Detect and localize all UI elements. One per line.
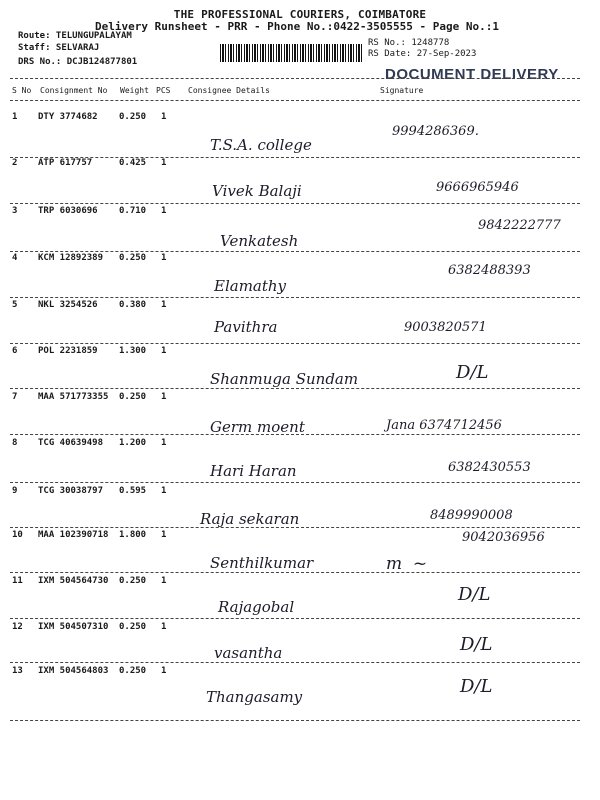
signature-handwriting: 9666965946 — [436, 180, 519, 195]
row-pcs: 1 — [161, 253, 167, 263]
row-sno: 4 — [12, 253, 18, 263]
row-pcs: 1 — [161, 206, 167, 216]
drs-number: DRS No.: DCJB124877801 — [18, 57, 138, 67]
row-weight: 0.250 — [119, 576, 147, 586]
row-weight: 1.200 — [119, 438, 147, 448]
row-weight: 0.380 — [119, 300, 147, 310]
row-divider — [10, 434, 580, 435]
row-pcs: 1 — [161, 112, 167, 122]
table-row — [0, 438, 600, 484]
table-row — [0, 576, 600, 622]
table-row — [0, 206, 600, 252]
consignee-handwriting: Thangasamy — [206, 688, 303, 706]
signature-handwriting: D/L — [460, 634, 493, 655]
row-weight: 0.250 — [119, 666, 147, 676]
column-divider — [10, 100, 580, 101]
row-sno: 12 — [12, 622, 23, 632]
row-consignment: NKL 3254526 — [38, 300, 98, 310]
row-consignment: MAA 102390718 — [38, 530, 109, 540]
row-weight: 0.250 — [119, 392, 147, 402]
row-divider — [10, 482, 580, 483]
row-divider — [10, 662, 580, 663]
column-sno: S No — [12, 86, 32, 95]
row-consignment: DTY 3774682 — [38, 112, 98, 122]
table-row — [0, 112, 600, 158]
signature-handwriting: 9842222777 — [478, 218, 561, 233]
rs-date: RS Date: 27-Sep-2023 — [368, 49, 477, 59]
row-pcs: 1 — [161, 158, 167, 168]
table-row — [0, 253, 600, 299]
row-weight: 0.595 — [119, 486, 147, 496]
consignee-handwriting: Hari Haran — [210, 462, 297, 480]
row-divider — [10, 203, 580, 204]
document-delivery-stamp: DOCUMENT DELIVERY — [385, 66, 559, 83]
row-sno: 6 — [12, 346, 18, 356]
row-weight: 1.300 — [119, 346, 147, 356]
consignee-handwriting: Germ moent — [210, 418, 305, 436]
row-weight: 0.250 — [119, 112, 147, 122]
row-divider — [10, 720, 580, 721]
signature-handwriting: 9994286369. — [392, 124, 479, 139]
row-consignment: POL 2231859 — [38, 346, 98, 356]
row-pcs: 1 — [161, 622, 167, 632]
row-divider — [10, 527, 580, 528]
consignee-handwriting: Vivek Balaji — [212, 182, 302, 200]
row-divider — [10, 572, 580, 573]
runsheet-title: Delivery Runsheet - PRR - Phone No.:0422-3505555 - Page No.:1 — [95, 20, 499, 33]
row-pcs: 1 — [161, 486, 167, 496]
column-weight: Weight — [120, 86, 149, 95]
staff-label: Staff: SELVARAJ — [18, 43, 100, 53]
signature-handwriting: 6382430553 — [448, 460, 531, 475]
signature-mark: m ~ — [386, 554, 428, 574]
row-weight: 1.800 — [119, 530, 147, 540]
row-pcs: 1 — [161, 530, 167, 540]
row-sno: 5 — [12, 300, 18, 310]
row-divider — [10, 251, 580, 252]
table-row — [0, 300, 600, 346]
rs-number: RS No.: 1248778 — [368, 38, 450, 48]
table-row — [0, 530, 600, 576]
row-sno: 1 — [12, 112, 18, 122]
signature-handwriting: D/L — [456, 362, 489, 383]
row-divider — [10, 388, 580, 389]
column-consignment: Consignment No — [40, 86, 108, 95]
row-consignment: KCM 12892389 — [38, 253, 104, 263]
signature-handwriting: Jana 6374712456 — [386, 418, 502, 433]
row-consignment: TCG 40639498 — [38, 438, 104, 448]
row-pcs: 1 — [161, 438, 167, 448]
row-sno: 8 — [12, 438, 18, 448]
signature-handwriting: 6382488393 — [448, 263, 531, 278]
row-divider — [10, 618, 580, 619]
signature-handwriting: 8489990008 — [430, 508, 513, 523]
row-consignment: ATP 617757 — [38, 158, 93, 168]
company-title: THE PROFESSIONAL COURIERS, COIMBATORE — [173, 8, 427, 21]
table-row — [0, 346, 600, 392]
row-pcs: 1 — [161, 300, 167, 310]
row-weight: 0.250 — [119, 253, 147, 263]
consignee-handwriting: Pavithra — [214, 318, 278, 336]
row-weight: 0.250 — [119, 622, 147, 632]
row-divider — [10, 343, 580, 344]
route-label: Route: TELUNGUPALAYAM — [18, 31, 132, 41]
row-consignment: TCG 30038797 — [38, 486, 104, 496]
table-row — [0, 158, 600, 204]
column-signature: Signature — [380, 86, 424, 95]
table-row — [0, 392, 600, 438]
consignee-handwriting: Raja sekaran — [200, 510, 300, 528]
row-sno: 2 — [12, 158, 18, 168]
row-consignment: MAA 571773355 — [38, 392, 109, 402]
row-sno: 9 — [12, 486, 18, 496]
row-sno: 11 — [12, 576, 23, 586]
consignee-handwriting: Venkatesh — [220, 232, 299, 250]
consignee-handwriting: Rajagobal — [218, 598, 295, 616]
signature-handwriting: D/L — [458, 584, 491, 605]
barcode — [220, 44, 362, 62]
row-divider — [10, 297, 580, 298]
row-consignment: IXM 504564730 — [38, 576, 109, 586]
row-pcs: 1 — [161, 392, 167, 402]
row-consignment: TRP 6030696 — [38, 206, 98, 216]
row-sno: 3 — [12, 206, 18, 216]
row-weight: 0.710 — [119, 206, 147, 216]
consignee-handwriting: Shanmuga Sundam — [210, 370, 359, 388]
consignee-handwriting: Senthilkumar — [210, 554, 314, 572]
table-row — [0, 486, 600, 532]
row-weight: 0.425 — [119, 158, 147, 168]
signature-handwriting: D/L — [460, 676, 493, 697]
signature-handwriting: 9003820571 — [404, 320, 487, 335]
row-pcs: 1 — [161, 346, 167, 356]
consignee-handwriting: T.S.A. college — [210, 136, 312, 154]
row-consignment: IXM 504564803 — [38, 666, 109, 676]
consignee-handwriting: Elamathy — [214, 277, 287, 295]
column-consignee: Consignee Details — [188, 86, 270, 95]
signature-handwriting: 9042036956 — [462, 530, 545, 545]
row-sno: 7 — [12, 392, 18, 402]
row-sno: 13 — [12, 666, 23, 676]
table-row — [0, 666, 600, 712]
row-pcs: 1 — [161, 666, 167, 676]
column-pcs: PCS — [156, 86, 171, 95]
row-consignment: IXM 504507310 — [38, 622, 109, 632]
header-divider — [10, 78, 580, 79]
consignee-handwriting: vasantha — [214, 644, 283, 662]
row-pcs: 1 — [161, 576, 167, 586]
row-sno: 10 — [12, 530, 23, 540]
